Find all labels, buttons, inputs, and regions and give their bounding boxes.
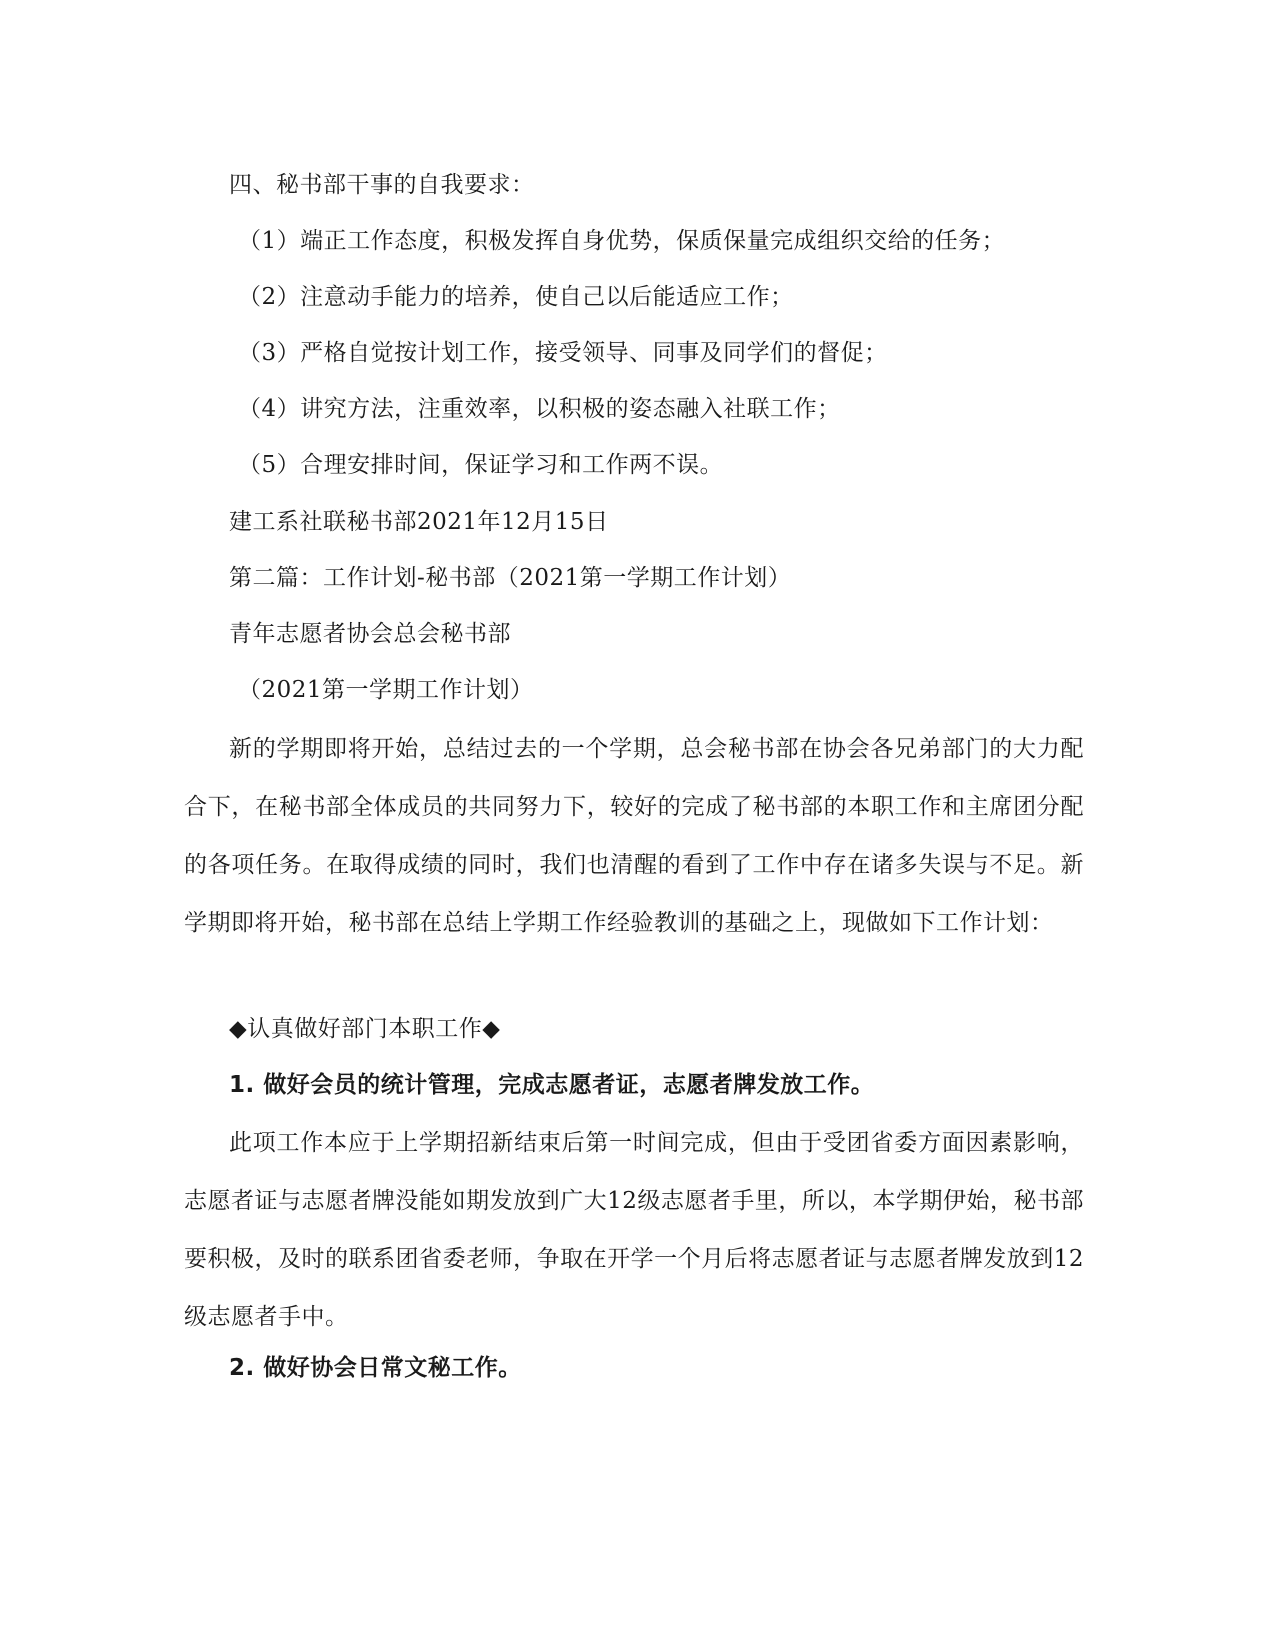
section-marker: ◆认真做好部门本职工作◆ <box>229 1016 501 1042</box>
requirement-item-4: （4）讲究方法，注重效率，以积极的姿态融入社联工作； <box>238 396 841 422</box>
requirement-item-1: （1）端正工作态度，积极发挥自身优势，保质保量完成组织交给的任务； <box>238 228 1006 254</box>
section-heading-four: 四、秘书部干事的自我要求： <box>229 172 535 198</box>
item-1-paragraph: 此项工作本应于上学期招新结束后第一时间完成，但由于受团省委方面因素影响，志愿者证与志愿者牌没能如期发放到广大12级志愿者手里，所以，本学期伊始，秘书部要积极，及时的联系团省委老师，争取在开学一个月后将志愿者证与志愿者牌发放到12级志愿者手中。 <box>184 1130 1084 1330</box>
requirement-item-5: （5）合理安排时间，保证学习和工作两不误。 <box>238 452 724 478</box>
part-two-title: 第二篇：工作计划-秘书部（2021第一学期工作计划） <box>229 565 792 591</box>
organization-name: 青年志愿者协会总会秘书部 <box>229 621 511 647</box>
intro-paragraph: 新的学期即将开始，总结过去的一个学期，总会秘书部在协会各兄弟部门的大力配合下，在秘书部全体成员的共同努力下，较好的完成了秘书部的本职工作和主席团分配的各项任务。在取得成绩的同时，我们也清醒的看到了工作中存在诸多失误与不足。新学期即将开始，秘书部在总结上学期工作经验教训的基础之上，现做如下工作计划： <box>184 736 1084 936</box>
requirement-item-3: （3）严格自觉按计划工作，接受领导、同事及同学们的督促； <box>238 340 888 366</box>
item-1-title: 1. 做好会员的统计管理，完成志愿者证，志愿者牌发放工作。 <box>229 1072 875 1098</box>
plan-subtitle: （2021第一学期工作计划） <box>238 677 534 703</box>
signature-line: 建工系社联秘书部2021年12月15日 <box>229 509 609 535</box>
item-2-title: 2. 做好协会日常文秘工作。 <box>229 1355 522 1381</box>
requirement-item-2: （2）注意动手能力的培养，使自己以后能适应工作； <box>238 284 794 310</box>
